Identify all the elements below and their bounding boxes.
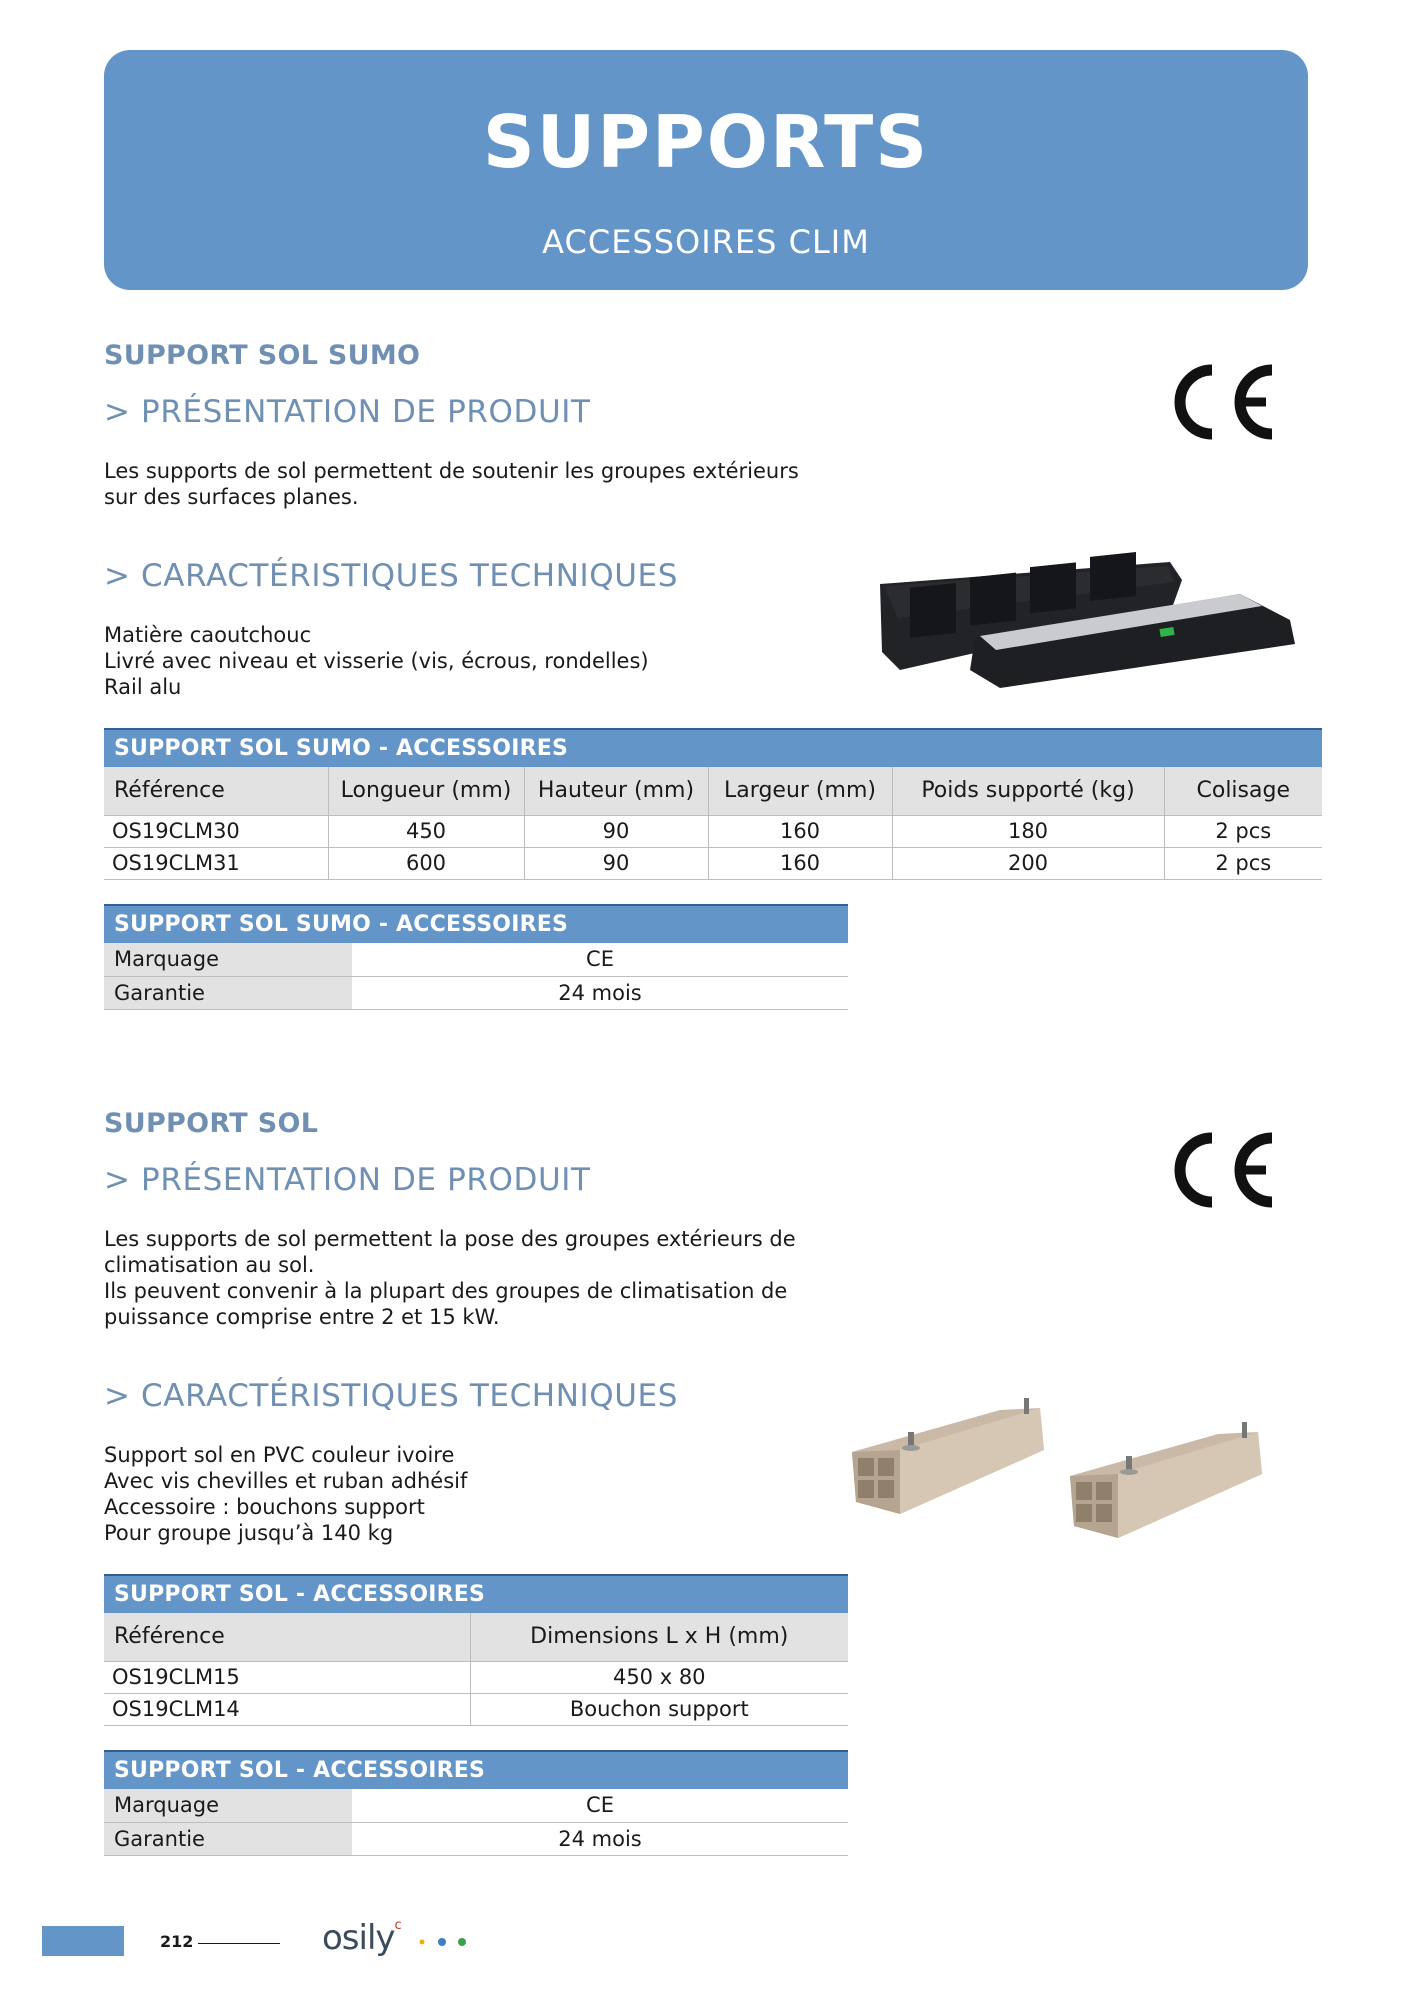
- spec-label: Garantie: [104, 976, 352, 1009]
- tech-heading-sumo: > CARACTÉRISTIQUES TECHNIQUES: [104, 558, 679, 594]
- spec-label: Garantie: [104, 1822, 352, 1855]
- table-row: [104, 1693, 848, 1725]
- col-header: Poids supporté (kg): [892, 767, 1164, 815]
- col-header: Colisage: [1164, 767, 1322, 815]
- col-header: Hauteur (mm): [524, 767, 708, 815]
- tech-text-sumo: Matière caoutchouc Livré avec niveau et visserie (vis, écrous, rondelles) Rail alu: [104, 623, 649, 699]
- table-row: [104, 1822, 848, 1855]
- table-cell: 160: [708, 847, 892, 879]
- footer-accent-bar: [42, 1926, 124, 1956]
- header-banner: [104, 50, 1308, 290]
- table-caption: SUPPORT SOL SUMO - ACCESSOIRES: [104, 729, 1322, 767]
- table-row: [104, 847, 1322, 879]
- page-subtitle: ACCESSOIRES CLIM: [542, 223, 870, 261]
- col-header: Largeur (mm): [708, 767, 892, 815]
- col-header: Référence: [104, 767, 328, 815]
- spec-label: Marquage: [104, 943, 352, 976]
- table-cell: 90: [524, 815, 708, 847]
- table-cell: 160: [708, 815, 892, 847]
- table-cell: 450 x 80: [470, 1661, 848, 1693]
- table-cell: 90: [524, 847, 708, 879]
- sol-references-table: [104, 1574, 848, 1726]
- table-cell: 600: [328, 847, 524, 879]
- presentation-heading-sol: > PRÉSENTATION DE PRODUIT: [104, 1162, 591, 1198]
- page-number: 212: [160, 1932, 194, 1951]
- table-caption: SUPPORT SOL - ACCESSOIRES: [104, 1751, 848, 1789]
- tech-text-sol: Support sol en PVC couleur ivoire Avec vis chevilles et ruban adhésif Accessoire : bouchons support Pour groupe jusqu’à 140 kg: [104, 1443, 468, 1545]
- table-cell: 2 pcs: [1164, 847, 1322, 879]
- table-cell: OS19CLM15: [104, 1661, 470, 1693]
- table-cell: OS19CLM14: [104, 1693, 470, 1725]
- table-cell: OS19CLM30: [104, 815, 328, 847]
- sol-spec-table: [104, 1750, 848, 1856]
- table-caption: SUPPORT SOL SUMO - ACCESSOIRES: [104, 905, 848, 943]
- presentation-text-sumo: Les supports de sol permettent de soutenir les groupes extérieurs sur des surfaces planes.: [104, 459, 799, 509]
- presentation-heading-sumo: > PRÉSENTATION DE PRODUIT: [104, 394, 591, 430]
- table-row: [104, 943, 848, 976]
- brand-dots-icon: [418, 1936, 474, 1948]
- section-title-support-sol: SUPPORT SOL: [104, 1108, 319, 1139]
- sumo-spec-table: [104, 904, 848, 1010]
- page-title: SUPPORTS: [482, 100, 930, 184]
- spec-value: 24 mois: [352, 976, 848, 1009]
- table-cell: 450: [328, 815, 524, 847]
- col-header: Longueur (mm): [328, 767, 524, 815]
- table-header-row: [104, 767, 1322, 815]
- table-cell: 180: [892, 815, 1164, 847]
- table-row: [104, 976, 848, 1009]
- ce-mark-icon: [1160, 362, 1272, 442]
- spec-label: Marquage: [104, 1789, 352, 1822]
- section-title-sumo: SUPPORT SOL SUMO: [104, 340, 421, 371]
- presentation-text-sol: Les supports de sol permettent la pose des groupes extérieurs de climatisation au sol. Ils peuvent convenir à la plupart des groupes de climatisation de puissance comprise entre 2 et 15 kW.: [104, 1227, 796, 1329]
- table-header-row: [104, 1613, 848, 1661]
- col-header: Dimensions L x H (mm): [470, 1613, 848, 1661]
- spec-value: CE: [352, 943, 848, 976]
- table-cell: Bouchon support: [470, 1693, 848, 1725]
- footer-divider: [198, 1943, 280, 1944]
- col-header: Référence: [104, 1613, 470, 1661]
- table-cell: 2 pcs: [1164, 815, 1322, 847]
- spec-value: 24 mois: [352, 1822, 848, 1855]
- table-row: [104, 815, 1322, 847]
- sumo-references-table: [104, 728, 1322, 880]
- table-caption: SUPPORT SOL - ACCESSOIRES: [104, 1575, 848, 1613]
- table-row: [104, 1661, 848, 1693]
- tech-heading-sol: > CARACTÉRISTIQUES TECHNIQUES: [104, 1378, 679, 1414]
- sumo-support-image: [870, 552, 1310, 702]
- table-row: [104, 1789, 848, 1822]
- pvc-support-image: [850, 1392, 1310, 1572]
- spec-value: CE: [352, 1789, 848, 1822]
- table-cell: OS19CLM31: [104, 847, 328, 879]
- table-cell: 200: [892, 847, 1164, 879]
- brand-logo: osily$^c$: [322, 1918, 401, 1958]
- ce-mark-icon: [1160, 1130, 1272, 1210]
